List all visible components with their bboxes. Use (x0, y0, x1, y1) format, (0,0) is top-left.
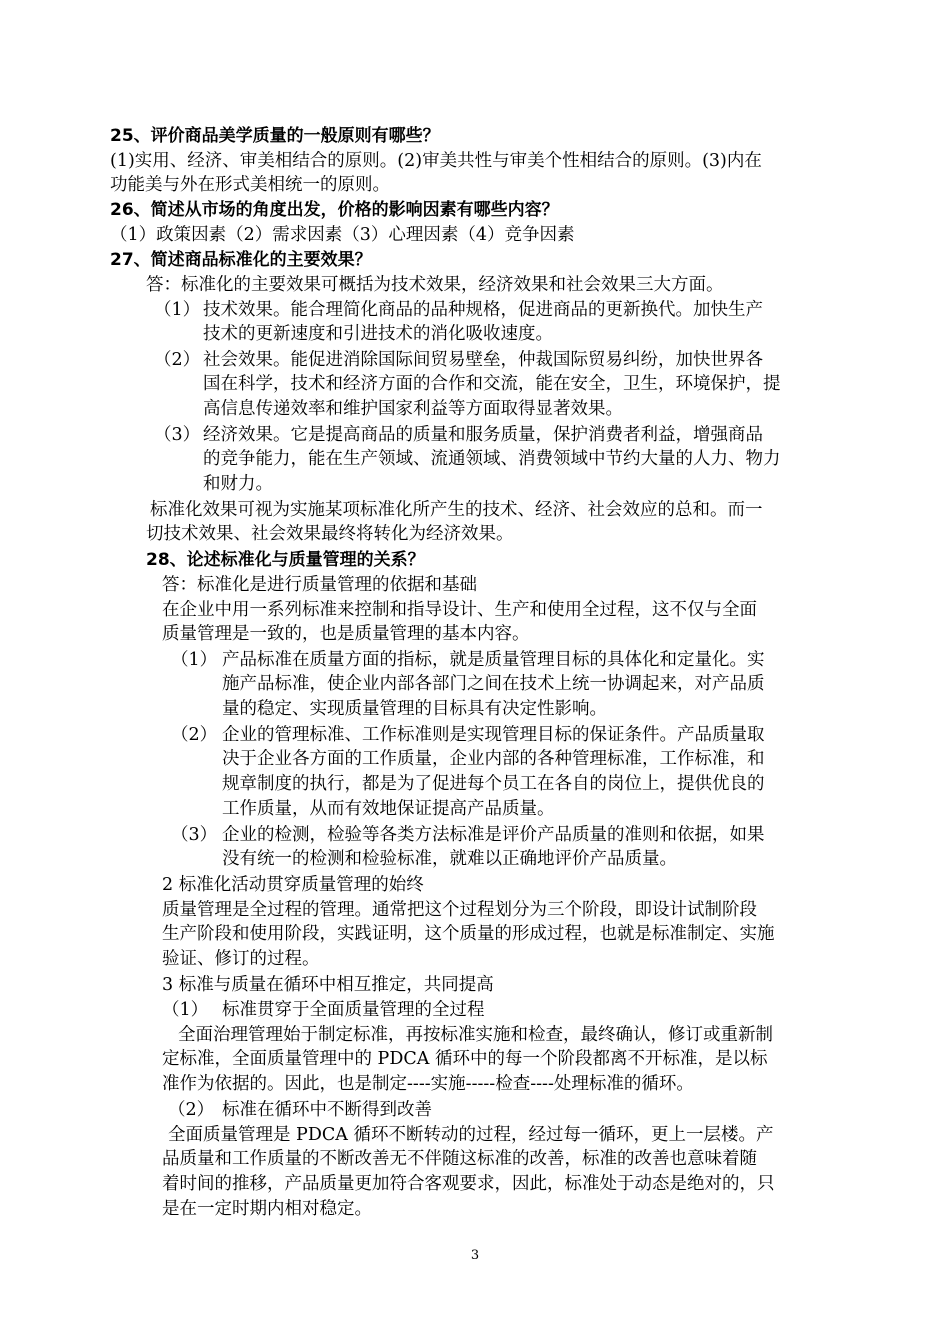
page-number: 3 (470, 1248, 480, 1263)
question-26-answer-line: （1）政策因素（2）需求因素（3）心理因素（4）竞争因素 (110, 225, 575, 245)
list-item-line: 规章制度的执行，都是为了促进每个员工在各自的岗位上，提供优良的 (222, 774, 765, 794)
sub-point-2-line: 是在一定时期内相对稳定。 (162, 1199, 372, 1219)
question-26-heading: 26、简述从市场的角度出发，价格的影响因素有哪些内容？ (110, 200, 559, 220)
list-item-line: 没有统一的检测和检验标准，就难以正确地评价产品质量。 (222, 849, 677, 869)
sub-point-2-number: （2） (168, 1100, 215, 1120)
sub-point-2-line: 品质量和工作质量的不断改善无不伴随这标准的改善，标准的改善也意味着随 (162, 1149, 757, 1169)
list-item-line: 决于企业各方面的工作质量，企业内部的各种管理标准，工作标准，和 (222, 749, 765, 769)
sub-point-1-line: 准作为依据的。因此，也是制定----实施-----检查----处理标准的循环。 (162, 1074, 694, 1094)
list-item-line: 企业的检测，检验等各类方法标准是评价产品质量的准则和依据，如果 (222, 825, 765, 845)
point-2-line: 生产阶段和使用阶段，实践证明，这个质量的形成过程，也就是标准制定、实施 (162, 924, 775, 944)
sub-point-2-title: 标准在循环中不断得到改善 (222, 1100, 432, 1120)
question-28-heading: 28、论述标准化与质量管理的关系？ (146, 550, 425, 570)
point-2-line: 质量管理是全过程的管理。通常把这个过程划分为三个阶段，即设计试制阶段 (162, 900, 757, 920)
list-item-line: 高信息传递效率和维护国家利益等方面取得显著效果。 (203, 399, 623, 419)
sub-point-2-line: 着时间的推移，产品质量更加符合客观要求，因此，标准处于动态是绝对的，只 (162, 1174, 775, 1194)
list-item-number: （2） (154, 350, 201, 370)
question-25-answer-line: 功能美与外在形式美相统一的原则。 (110, 175, 390, 195)
list-item-line: 工作质量，从而有效地保证提高产品质量。 (222, 799, 555, 819)
question-27-closing-line: 切技术效果、社会效果最终将转化为经济效果。 (146, 524, 514, 544)
sub-point-1-line: 定标准，全面质量管理中的 PDCA 循环中的每一个阶段都离不开标准，是以标 (162, 1049, 768, 1069)
list-item-line: 的竞争能力，能在生产领域、流通领域、消费领域中节约大量的人力、物力 (203, 449, 781, 469)
list-item-number: （3） (154, 425, 201, 445)
list-item-line: 企业的管理标准、工作标准则是实现管理目标的保证条件。产品质量取 (222, 725, 765, 745)
question-27-intro: 答：标准化的主要效果可概括为技术效果，经济效果和社会效果三大方面。 (146, 275, 724, 295)
list-item-number: （1） (171, 650, 218, 670)
sub-point-1-title: 标准贯穿于全面质量管理的全过程 (222, 1000, 485, 1020)
question-27-heading: 27、简述商品标准化的主要效果？ (110, 250, 372, 270)
sub-point-1-number: （1） (162, 1000, 209, 1020)
list-item-number: （1） (154, 300, 201, 320)
question-28-paragraph-line: 质量管理是一致的，也是质量管理的基本内容。 (162, 624, 530, 644)
question-28-intro: 答：标准化是进行质量管理的依据和基础 (162, 575, 477, 595)
question-25-heading: 25、评价商品美学质量的一般原则有哪些？ (110, 126, 440, 146)
point-3-title: 3 标准与质量在循环中相互推定，共同提高 (162, 975, 494, 995)
list-item-line: 施产品标准，使企业内部各部门之间在技术上统一协调起来，对产品质 (222, 674, 765, 694)
list-item-line: 量的稳定、实现质量管理的目标具有决定性影响。 (222, 699, 607, 719)
point-2-line: 验证、修订的过程。 (162, 949, 320, 969)
sub-point-2-line: 全面质量管理是 PDCA 循环不断转动的过程，经过每一循环，更上一层楼。产 (168, 1125, 774, 1145)
sub-point-1-line: 全面治理管理始于制定标准，再按标准实施和检查，最终确认，修订或重新制 (178, 1025, 773, 1045)
question-25-answer-line: (1)实用、经济、审美相结合的原则。(2)审美共性与审美个性相结合的原则。(3)内在 (110, 151, 762, 171)
list-item-line: 社会效果。能促进消除国际间贸易壁垒，仲裁国际贸易纠纷，加快世界各 (203, 350, 763, 370)
list-item-line: 技术效果。能合理简化商品的品种规格，促进商品的更新换代。加快生产 (203, 300, 763, 320)
list-item-line: 技术的更新速度和引进技术的消化吸收速度。 (203, 324, 553, 344)
list-item-line: 经济效果。它是提高商品的质量和服务质量，保护消费者利益，增强商品 (203, 425, 763, 445)
list-item-number: （3） (171, 825, 218, 845)
point-2-title: 2 标准化活动贯穿质量管理的始终 (162, 875, 424, 895)
list-item-line: 国在科学，技术和经济方面的合作和交流，能在安全，卫生，环境保护，提 (203, 374, 781, 394)
list-item-line: 和财力。 (203, 474, 273, 494)
list-item-line: 产品标准在质量方面的指标，就是质量管理目标的具体化和定量化。实 (222, 650, 765, 670)
list-item-number: （2） (171, 725, 218, 745)
question-27-closing-line: 标准化效果可视为实施某项标准化所产生的技术、经济、社会效应的总和。而一 (150, 500, 763, 520)
question-28-paragraph-line: 在企业中用一系列标准来控制和指导设计、生产和使用全过程，这不仅与全面 (162, 600, 757, 620)
